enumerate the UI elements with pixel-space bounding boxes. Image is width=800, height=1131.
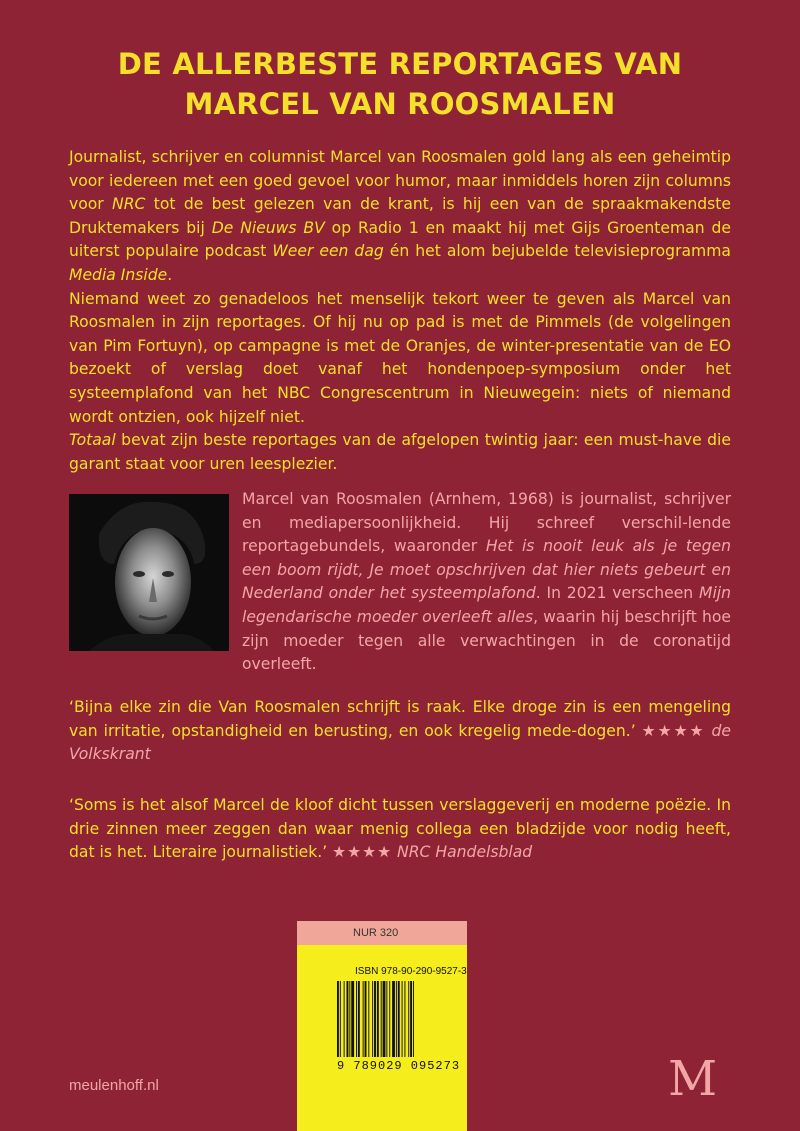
blurb-text: tot de best gelezen van de krant, is hij een van de spraakmakendste Druktemakers bij (69, 195, 731, 237)
author-portrait-icon (69, 494, 229, 651)
barcode-bar (402, 981, 403, 1057)
review-quote-2 (69, 794, 731, 865)
barcode-bar (374, 981, 376, 1057)
blurb-emphasis: Totaal (69, 431, 116, 450)
review-quote-text (69, 794, 731, 865)
review-source: NRC Handelsblad (397, 843, 533, 862)
author-section (69, 490, 732, 674)
barcode-bar (398, 981, 400, 1057)
barcode-bar (389, 981, 390, 1057)
barcode-bar (413, 981, 414, 1057)
cover-title (0, 44, 800, 124)
barcode-icon (337, 981, 429, 1057)
isbn-label: ISBN 978-90-290-9527-3 (355, 966, 467, 977)
blurb-text: én het alom bejubelde televisieprogramma (383, 242, 731, 261)
bio-text: Marcel van Roosmalen (Arnhem, 1968) is journalist, schrijver en mediapersoonlijkheid. Hij schreef verschil-lende reportagebundels, waaronder (242, 490, 731, 556)
bio-emphasis: Mijn legendarische moeder overleeft alles (242, 584, 732, 626)
blurb-emphasis: Media Inside (69, 265, 168, 284)
review-quote-text (69, 696, 731, 767)
quote-text: ‘Soms is het alsof Marcel de kloof dicht tussen verslaggeverij en moderne poëzie. In drie zinnen meer zeggen dan waar menig collega een bladzijde voor nodig heeft, dat is het. Literaire journalistiek.’ (69, 796, 731, 862)
star-rating: ★★★★ (641, 721, 706, 740)
bio-emphasis: Het is nooit leuk als je tegen een boom rijdt, Je moet opschrijven dat hier niets gebeurt en Nederland onder het systeemplafond (242, 537, 732, 603)
barcode-bar (356, 981, 357, 1057)
title-line-1: DE ALLERBESTE REPORTAGES VAN (117, 47, 683, 81)
barcode-bar (365, 981, 367, 1057)
blurb-emphasis: De Nieuws BV (211, 218, 325, 237)
review-source: de Volkskrant (69, 721, 731, 764)
barcode-bar (396, 981, 397, 1057)
barcode-bar (349, 981, 350, 1057)
barcode-bar (386, 981, 387, 1057)
blurb-paragraph-3 (69, 429, 731, 476)
barcode-bar (351, 981, 354, 1057)
author-bio (242, 488, 731, 677)
barcode-bar (337, 981, 339, 1057)
blurb-text: . (167, 265, 173, 284)
author-photo (69, 494, 229, 651)
barcode-bar (404, 981, 405, 1057)
blurb-text: op Radio 1 en maakt hij met Gijs Groenteman de uiterst populaire podcast (69, 218, 731, 261)
blurb-emphasis: NRC (112, 195, 146, 214)
barcode-bar (392, 981, 395, 1057)
publisher-logo: M (668, 1051, 718, 1107)
barcode-bar (363, 981, 364, 1057)
nur-code: NUR 320 (297, 921, 467, 945)
ean-number: 9 789029 095273 (337, 1059, 461, 1073)
blurb-paragraph-2: Niemand weet zo genadeloos het menselijk tekort weer te geven als Marcel van Roosmalen in zijn reportages. Of hij nu op pad is met de Pimmels (de volgelingen van Pim Fortuyn), op campagne is met de Oranjes, de winter-presentatie van de EO bezoekt of verslag doet vanaf het hondenpoep-symposium onder het systeemplafond van het NBC Congrescentrum in Nieuwegein: niets of niemand wordt ontzien, ook hijzelf niet. (69, 289, 731, 426)
blurb-text: Journalist, schrijver en columnist Marcel van Roosmalen gold lang als een geheimtip voor iedereen met een goed gevoel voor humor, maar inmiddels horen zijn columns voor (69, 148, 731, 214)
barcode-bar (408, 981, 409, 1057)
title-line-2: MARCEL VAN ROOSMALEN (184, 87, 616, 121)
barcode-panel (297, 921, 467, 1131)
barcode-bar (377, 981, 379, 1057)
review-quote-1 (69, 696, 731, 767)
bio-text: . In 2021 verscheen (535, 584, 699, 603)
barcode-bar (340, 981, 341, 1057)
blurb (69, 146, 731, 476)
barcode-bar (410, 981, 412, 1057)
quote-text: ‘Bijna elke zin die Van Roosmalen schrijft is raak. Elke droge zin is een mengeling van irritatie, opstandigheid en berusting, en ook kregelig mede-dogen.’ (69, 698, 731, 740)
blurb-paragraph-1 (69, 146, 731, 288)
barcode-bar (358, 981, 360, 1057)
barcode-bar (347, 981, 349, 1057)
author-bio-paragraph (242, 488, 731, 677)
blurb-emphasis: Weer een dag (272, 242, 384, 261)
barcode-bar (381, 981, 382, 1057)
bio-text: , waarin hij beschrijft hoe zijn moeder tegen alle verwachtingen in de coronatijd overleeft. (242, 607, 732, 674)
barcode-bar (372, 981, 373, 1057)
publisher-website: meulenhoff.nl (69, 1077, 159, 1094)
blurb-text: bevat zijn beste reportages van de afgelopen twintig jaar: een must-have die garant staat voor uren leesplezier. (69, 431, 731, 473)
barcode-bar (383, 981, 386, 1057)
star-rating: ★★★★ (332, 843, 393, 862)
barcode-bar (368, 981, 369, 1057)
barcode-bar (344, 981, 345, 1057)
